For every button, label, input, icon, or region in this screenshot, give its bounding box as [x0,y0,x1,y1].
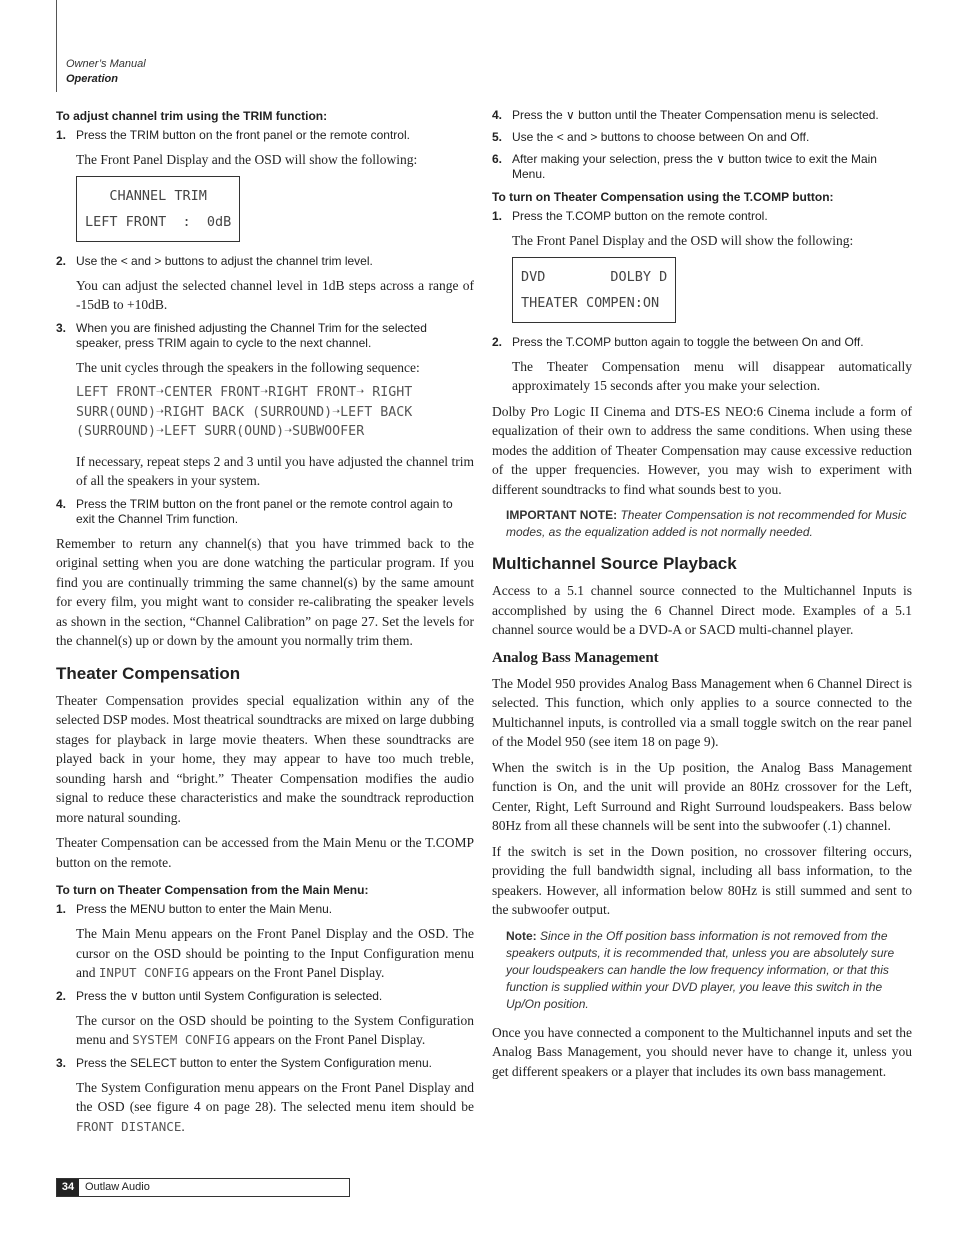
step-text: Press the T.COMP button on the remote control. [512,209,768,223]
paragraph: Dolby Pro Logic II Cinema and DTS-ES NEO:6 Cinema include a form of equalization of their own to address the same conditions. When using these modes the addition of Theater Compensation may cause excessive reduction of the upper frequencies. However, you may wish to experiment with different soundtracks to find what sounds best to you. [492,403,912,497]
step-2: 2. Press the ∨ button until System Configuration is selected. [56,989,474,1004]
step-number: 3. [56,320,67,335]
subsection-heading: Analog Bass Management [492,649,659,666]
step-text: When you are finished adjusting the Channel Trim for the selected speaker, press TRIM again to cycle to the next channel. [76,320,427,350]
section-heading: Theater Compensation [56,663,241,683]
step-number: 1. [56,128,67,142]
subheading: To turn on Theater Compensation using the T.COMP button: [492,190,834,204]
step-text: Press the TRIM button on the front panel or the remote control again to exit the Channel Trim function. [76,496,453,526]
step-text: Press the TRIM button on the front panel or the remote control. [76,128,410,142]
paragraph: The Front Panel Display and the OSD will show the following: [512,233,854,248]
step-text: Use the < and > buttons to adjust the channel trim level. [76,253,373,268]
paragraph: Remember to return any channel(s) that you have trimmed back to the original setting when you are done watching the particular program. If you find you are continually trimming the same channel(s) by the same amount for every film, you might want to consider re-calibrating the speaker levels as shown in the section, “Channel Calibration” on page 27. Set the levels for the channel(s) up or down by the amount you normally trim them. [56,535,474,648]
step-6: 6. After making your selection, press the ∨ button twice to exit the Main Menu. [492,152,912,182]
left-column [56,108,474,1142]
paragraph: The Theater Compensation menu will disappear automatically approximately 15 seconds after you make your selection. [512,358,912,393]
step-1: 1. Press the MENU button to enter the Main Menu. [56,902,474,917]
step-number: 2. [56,253,67,268]
paragraph: Theater Compensation provides special equalization within any of the selected DSP modes. Most theatrical soundtracks are mixed on large dubbing stages for playback in large movie theaters. When these soundtracks are played back in your home, they may appear to have too much treble, sounding harsh and “bright.” Theater Compensation modifies the audio signal to reduce these characteristics and make the soundtrack reproduction more natural sounding. [56,692,474,825]
paragraph: The Main Menu appears on the Front Panel Display and the OSD. The cursor on the OSD should be pointing to the Input Configuration menu and INPUT CONFIG appears on the Front Panel Display. [76,926,474,980]
paragraph: The Model 950 provides Analog Bass Management when 6 Channel Direct is selected. This function, which only applies to a source connected to the Multichannel inputs, is controlled via a small toggle switch on the rear panel of the Model 950 (see item 18 on page 9). [492,675,912,749]
step-5: 5. Use the < and > buttons to choose between On and Off. [492,130,912,145]
osd-line: THEATER COMPEN:ON [521,294,660,311]
step-2 [56,254,474,269]
step-text: Press the MENU button to enter the Main Menu. [76,902,333,916]
manual-title: Owner’s Manual [66,58,146,70]
running-header [66,57,146,87]
step-4 [56,497,474,527]
paragraph: The unit cycles through the speakers in the following sequence: [76,359,420,375]
note: Note: Since in the Off position bass information is not removed from the speakers outputs, it is recommended that, unless you are absolutely sure your loudspeakers can handle the low frequency information, or that this function is supplied within your DVD player, you leave this switch in the Up/On position. [506,928,895,1011]
paragraph: If necessary, repeat steps 2 and 3 until you have adjusted the channel trim of all the speakers in your system. [76,453,474,488]
osd-display-tcomp [512,257,676,323]
paragraph: Access to a 5.1 channel source connected to the Multichannel Inputs is accomplished by using the 6 Channel Direct mode. Examples of a 5.1 channel source would be a DVD-A or SACD multi-channel player. [492,583,912,637]
step-1 [56,128,474,143]
step-text: Press the ∨ button until the Theater Compensation menu is selected. [512,108,879,122]
margin-rule [56,0,57,92]
paragraph: If the switch is set in the Down position, no crossover filtering occurs, providing the full bandwidth signal, including all bass information, to the speakers. However, all information below 80Hz is still summed and sent to the subwoofer output. [492,843,912,917]
osd-line: CHANNEL TRIM [85,187,207,204]
section-title: Operation [66,73,118,85]
important-note: IMPORTANT NOTE: Theater Compensation is not recommended for Music modes, as the equalization added is not normally needed. [506,508,907,539]
step-number: 4. [56,496,67,511]
paragraph: The cursor on the OSD should be pointing to the System Configuration menu and SYSTEM CONFIG appears on the Front Panel Display. [76,1012,474,1047]
subheading: To turn on Theater Compensation from the Main Menu: [56,883,369,897]
step-text: Use the < and > buttons to choose between On and Off. [512,130,810,144]
section-heading: Multichannel Source Playback [492,554,737,573]
paragraph: The System Configuration menu appears on the Front Panel Display and the OSD (see figure 4 on page 28). The selected menu item should be FRONT DISTANCE. [76,1079,474,1134]
page-footer [56,1178,350,1197]
step-2: 2. Press the T.COMP button again to toggle the between On and Off. [492,335,912,350]
step-text: After making your selection, press the ∨ button twice to exit the Main Menu. [512,152,877,181]
speaker-sequence: LEFT FRONT➝CENTER FRONT➝RIGHT FRONT➝ RIGHT SURR(OUND)➝RIGHT BACK (SURROUND)➝LEFT BACK (SURROUND)➝LEFT SURR(OUND)➝SUBWOOFER [76,385,413,439]
osd-line: LEFT FRONT : 0dB [85,213,232,230]
step-text: Press the SELECT button to enter the System Configuration menu. [76,1055,432,1070]
step-1: 1. Press the T.COMP button on the remote control. [492,209,912,224]
osd-line: DVD DOLBY D [521,268,668,285]
paragraph: The Front Panel Display and the OSD will show the following: [76,152,418,167]
step-3 [56,321,474,351]
step-text: Press the ∨ button until System Configuration is selected. [76,988,383,1003]
step-4: 4. Press the ∨ button until the Theater Compensation menu is selected. [492,108,912,123]
paragraph: When the switch is in the Up position, the Analog Bass Management function is On, and the unit will provide an 80Hz crossover for the Left, Center, Right, Left Surround and Right Surround loudspeakers. Bass below 80Hz from all these channels will be sent into the subwoofer (.1) channel. [492,759,912,833]
paragraph: Once you have connected a component to the Multichannel inputs and set the Analog Bass Management, you should never have to change it, unless you get different speakers or a player that includes its own bass management. [492,1024,912,1079]
right-column [492,108,912,1087]
step-3: 3. Press the SELECT button to enter the System Configuration menu. [56,1056,474,1071]
trim-heading: To adjust channel trim using the TRIM function: [56,109,328,123]
paragraph: You can adjust the selected channel level in 1dB steps across a range of -15dB to +10dB. [76,277,474,312]
paragraph: Theater Compensation can be accessed from the Main Menu or the T.COMP button on the remote. [56,835,474,870]
osd-display-trim [76,176,240,242]
brand-name: Outlaw Audio [85,1181,150,1193]
step-text: Press the T.COMP button again to toggle the between On and Off. [512,334,864,349]
page-number: 34 [57,1179,79,1196]
